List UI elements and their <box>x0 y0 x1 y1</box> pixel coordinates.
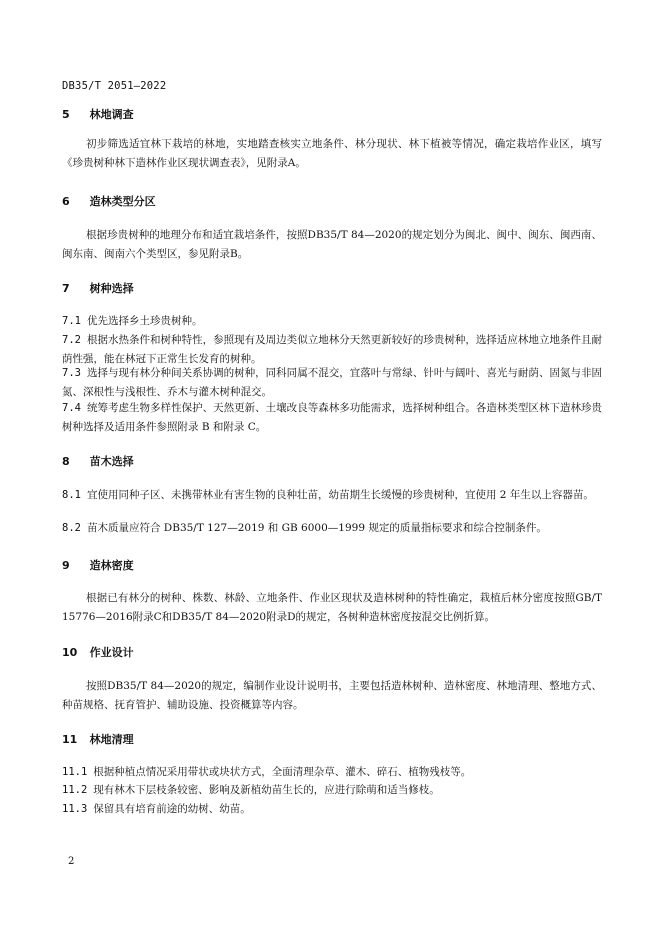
section-title: 苗木选择 <box>89 455 134 468</box>
section-11-heading <box>62 731 134 747</box>
clause-text: 统筹考虑生物多样性保护、天然更新、土壤改良等森林多功能需求，选择树种组合。各造林类型区林下造林珍贵树种选择及适用条件参照附录 B 和附录 C。 <box>62 402 602 433</box>
clause-number: 7.2 <box>62 334 81 346</box>
section-number: 9 <box>62 559 70 572</box>
clause-7-4 <box>62 399 602 437</box>
clause-text: 现有林木下层枝条较密、影响及新植幼苗生长的，应进行除萌和适当修枝。 <box>93 784 440 796</box>
section-title: 林地清理 <box>89 733 134 746</box>
clause-text: 保留具有培育前途的幼树、幼苗。 <box>93 803 251 815</box>
clause-number: 8.2 <box>62 522 81 534</box>
section-number: 11 <box>62 733 78 746</box>
page-number: 2 <box>68 856 75 867</box>
clause-8-2 <box>62 519 602 538</box>
clause-11-2 <box>62 781 602 800</box>
section-number: 6 <box>62 195 70 208</box>
section-9-heading <box>62 557 134 573</box>
section-number: 10 <box>62 646 78 659</box>
section-9-body: 根据已有林分的树种、株数、林龄、立地条件、作业区现状及造林树种的特性确定，栽植后林分密度按照GB/T 15776—2016附录C和DB35/T 84—2020附录D的规定，各树种造林密度按混交比例折算。 <box>62 592 602 623</box>
section-10-heading <box>62 644 134 660</box>
clause-number: 7.4 <box>62 402 81 414</box>
clause-text: 优先选择乡土珍贵树种。 <box>86 315 203 327</box>
document-code: DB35/T 2051—2022 <box>62 80 167 92</box>
clause-text: 根据种植点情况采用带状或块状方式，全面清理杂草、灌木、碎石、植物残枝等。 <box>93 766 472 778</box>
section-8-heading <box>62 453 134 469</box>
section-5-body: 初步筛选适宜林下栽培的林地，实地踏查核实立地条件、林分现状、林下植被等情况，确定栽培作业区，填写《珍贵树种林下造林作业区现状调查表》，见附录A。 <box>62 138 602 169</box>
clause-text: 根据水热条件和树种特性，参照现有及周边类似立地林分天然更新较好的珍贵树种，选择适应林地立地条件且耐荫性强，能在林冠下正常生长发育的树种。 <box>62 334 602 365</box>
section-title: 造林密度 <box>89 559 134 572</box>
clause-number: 8.1 <box>62 489 81 501</box>
clause-11-3 <box>62 800 602 819</box>
section-6-heading <box>62 193 156 209</box>
section-title: 树种选择 <box>89 282 134 295</box>
clause-number: 7.1 <box>62 315 81 327</box>
clause-number: 11.2 <box>62 784 88 796</box>
section-number: 5 <box>62 108 70 121</box>
clause-text: 选择与现有林分种间关系协调的树种，同科同属不混交，宜落叶与常绿、针叶与阔叶、喜光与耐荫、固氮与非固氮、深根性与浅根性、乔木与灌木树种混交。 <box>62 367 602 398</box>
clause-text: 宜使用同种子区、未携带林业有害生物的良种壮苗，幼苗期生长缓慢的珍贵树种，宜使用 2 年生以上容器苗。 <box>86 489 594 501</box>
section-number: 8 <box>62 455 70 468</box>
section-6-body: 根据珍贵树种的地理分布和适宜栽培条件，按照DB35/T 84—2020的规定划分为闽北、闽中、闽东、闽西南、闽东南、闽南六个类型区，参见附录B。 <box>62 229 602 260</box>
section-7-heading <box>62 280 134 296</box>
clause-7-3 <box>62 364 602 402</box>
section-10-body: 按照DB35/T 84—2020的规定，编制作业设计说明书，主要包括造林树种、造林密度、林地清理、整地方式、种苗规格、抚育管护、辅助设施、投资概算等内容。 <box>62 680 602 711</box>
clause-number: 11.1 <box>62 766 88 778</box>
clause-8-1 <box>62 486 602 505</box>
section-5-heading <box>62 106 134 122</box>
clause-7-1 <box>62 312 602 331</box>
clause-11-1 <box>62 763 602 782</box>
clause-number: 7.3 <box>62 367 81 379</box>
section-title: 林地调查 <box>89 108 134 121</box>
clause-number: 11.3 <box>62 803 88 815</box>
section-number: 7 <box>62 282 70 295</box>
section-title: 作业设计 <box>89 646 134 659</box>
clause-text: 苗木质量应符合 DB35/T 127—2019 和 GB 6000—1999 规定的质量指标要求和综合控制条件。 <box>86 522 547 534</box>
section-title: 造林类型分区 <box>89 195 156 208</box>
